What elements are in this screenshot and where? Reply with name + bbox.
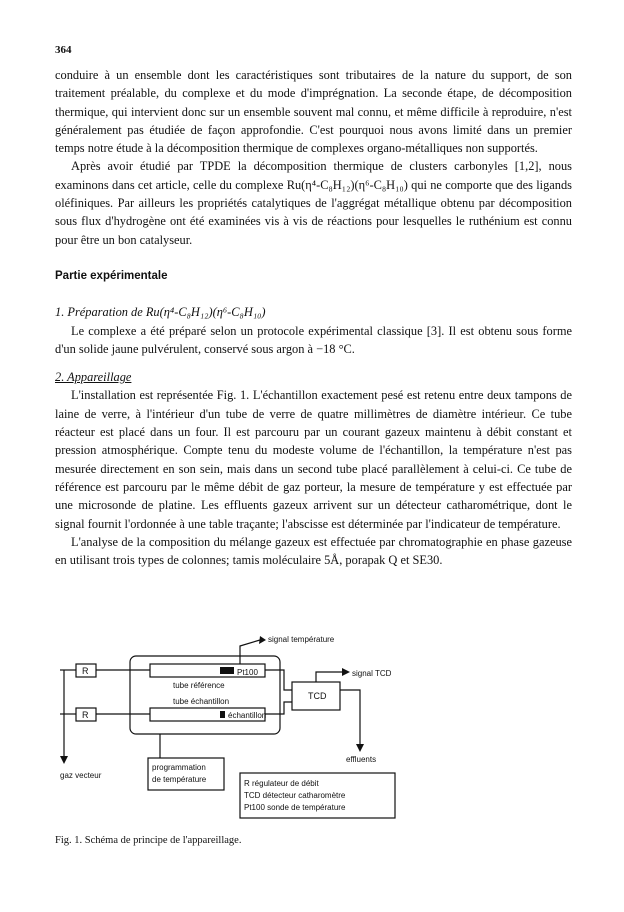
pt100-probe	[220, 667, 234, 674]
legend-line-3: Pt100 sonde de température	[244, 803, 346, 812]
apparatus-diagram	[60, 636, 420, 826]
signal-temperature-arrow	[259, 636, 266, 644]
sample-tube-label: tube échantillon	[173, 697, 230, 706]
paragraph-2: Après avoir étudié par TPDE la décomposition thermique de clusters carbonyles [1,2], nous examinons dans cet article, celle du complexe Ru(η⁴-C₈H₁₂)(η⁶-C₈H₁₀) qui ne comporte que des ligands oléfiniques. Par ailleurs les propriétés catalytiques de l'aggrégat métallique obtenu par décomposition sous flux d'hydrogène ont été examinées vis à vis de réactions pour lesquelles le ruthénium est connu pour être un bon catalyseur.	[55, 159, 572, 247]
paragraph-1: conduire à un ensemble dont les caractéristiques sont tributaires de la nature du support, de son traitement préalable, du complexe et du mode d'imprégnation. La seconde étape, de décomposition thermique, qui intervient donc sur un ensemble souvent mal connu, et même difficile à reproduire, n'est généralement pas étudiée de façon approfondie. C'est pourquoi nous avons limité dans un premier temps notre étude à la décomposition thermique de complexes organo-métalliques non supportés.	[55, 68, 572, 156]
legend-line-1: R régulateur de débit	[244, 779, 319, 788]
effluents-label: effluents	[346, 755, 377, 764]
figure-caption: Fig. 1. Schéma de principe de l'appareillage.	[55, 835, 242, 846]
reference-tube-label: tube référence	[173, 681, 225, 690]
subsection-2-title: 2. Appareillage	[55, 370, 132, 385]
tcd-label: TCD	[308, 691, 327, 701]
programmation-label-1: programmation	[152, 763, 206, 772]
regulator-label-1: R	[82, 666, 89, 676]
signal-temperature-label: signal température	[268, 636, 335, 644]
pt100-label: Pt100	[237, 668, 258, 677]
paragraph-4: L'installation est représentée Fig. 1. L'échantillon exactement pesé est retenu entre deux tampons de laine de verre, à l'intérieur d'un tube de verre de quatre millimètres de diamètre intérieur. Ce tube réacteur est placé dans un four. Il est parcouru par un courant gazeux maintenu à débit constant et pression atmosphérique. Compte tenu du modeste volume de l'échantillon, la température n'est pas mesurée directement en son sein, mais dans un second tube placé parallèlement à celui-ci. Ce tube de référence est parcouru par le même débit de gaz porteur, la mesure de température y est effectuée par une microsonde de platine. Les effluents gazeux arrivent sur un détecteur catharométrique, dont le signal fournit l'ordonnée à une table traçante; l'abscisse est déterminée par l'indicateur de température.	[55, 388, 572, 531]
signal-tcd-arrow	[342, 668, 350, 676]
page-number: 364	[55, 44, 72, 56]
subsection-1-title: 1. Préparation de Ru(η⁴-C₈H₁₂)(η⁶-C₈H₁₀)	[55, 305, 266, 320]
sample-plug	[220, 711, 225, 718]
section-title: Partie expérimentale	[55, 269, 168, 282]
carrier-gas-label: gaz vecteur	[60, 771, 102, 780]
effluents-arrow	[356, 744, 364, 752]
regulator-label-2: R	[82, 710, 89, 720]
signal-tcd-label: signal TCD	[352, 669, 392, 678]
paragraph-5: L'analyse de la composition du mélange gazeux est effectuée par chromatographie en phase gazeuse en utilisant trois types de colonnes; tamis moléculaire 5Å, porapak Q et SE30.	[55, 534, 572, 568]
paragraph-3: Le complexe a été préparé selon un protocole expérimental classique [3]. Il est obtenu sous forme d'un solide jaune pulvérulent, conservé sous argon à −18 °C.	[55, 323, 572, 356]
gas-input-arrow	[60, 756, 68, 764]
legend-line-2: TCD détecteur catharomètre	[244, 791, 346, 800]
programmation-label-2: de température	[152, 775, 207, 784]
sample-label: échantillon	[228, 711, 267, 720]
body-text	[55, 66, 572, 569]
